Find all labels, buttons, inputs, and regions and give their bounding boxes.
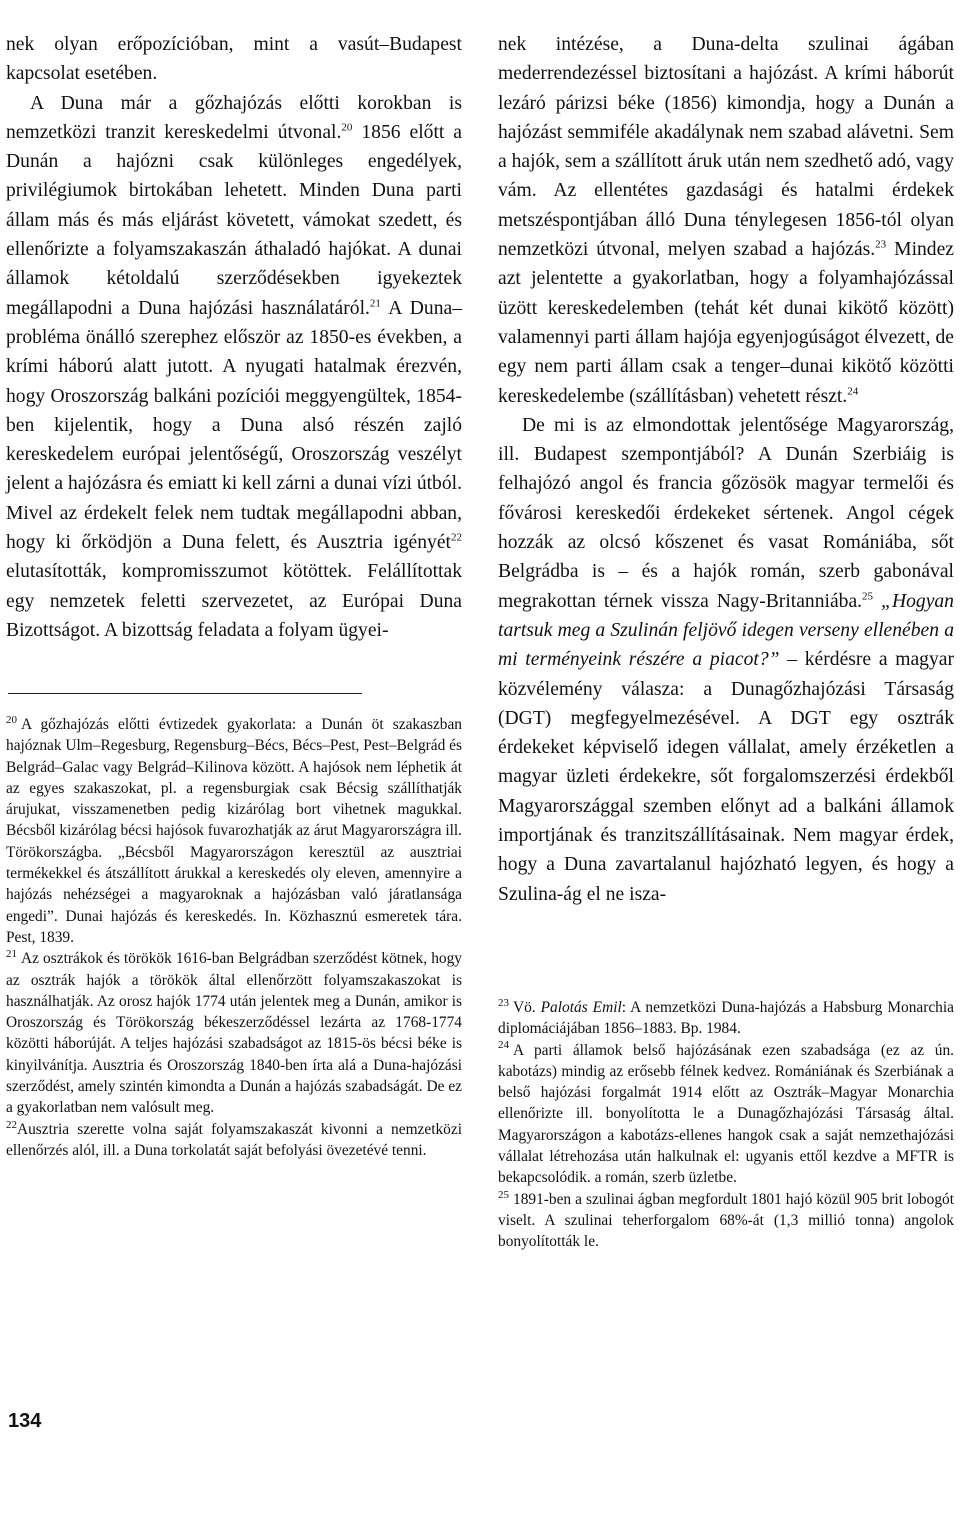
footnote-reference: 22 [451, 531, 462, 544]
footnote [6, 1119, 462, 1162]
text-run: A parti államok belső hajózásának ezen szabadsága (ez az ún. kabotázs) mindig az erősebb félnek kedvez. Romániának és Szerbiának a belső hajózási forgalmát 1914 előtt az Osztrák–Magyar Monarchia ellenőrizte ill. bonyolította le a Dunagőzhajózási Társaság által. Magyarországon a kabotázs-ellenes hangok csak a saját nemzethajózási vállalat létrehozása után halkulnak el: ugyanis ettől kezdve a MFTR is bekapcsolódik. a román, szerb üzletbe. [498, 1041, 954, 1187]
footnote [498, 997, 954, 1040]
right-footnotes [498, 997, 954, 1253]
footnote [498, 1189, 954, 1253]
footnote-reference: 23 [875, 238, 887, 251]
text-run: Vö. [513, 999, 541, 1016]
text-run: De mi is az elmondottak jelentősége Magyarország, ill. Budapest szempontjából? A Dunán Szerbiáig is felhajózó angol és francia gőzösök magyar termelői és fővárosi kereskedői érdekeket sértenek. Angol cégek hozzák az olcsó kőszenet és vasat Romániába, sőt Belgrádba is – és a hajók román, szerb gabonával megrakottan térnek vissza Nagy-Britanniába. [498, 414, 954, 612]
paragraph [498, 411, 954, 909]
footnote-number: 22 [6, 1118, 17, 1131]
footnote-number: 24 [498, 1039, 509, 1052]
footnote-reference: 20 [341, 121, 353, 134]
text-run: nek intézése, a Duna-delta szulinai ágában mederrendezéssel biztosítani a hajózást. A krími háborút lezáró párizsi béke (1856) kimondja, hogy a Dunán a hajózást semmiféle akadálynak nem szabad alávetni. Sem a hajók, sem a szállított áruk után nem szedhető adó, vagy vám. Az ellentétes gazdasági és hatalmi érdekek metszéspontjában álló Duna ténylegesen 1856-tól olyan nemzetközi útvonal, melyen szabad a hajózás. [498, 34, 954, 261]
right-body-text [498, 30, 954, 909]
paragraph [6, 89, 462, 646]
text-run: nek olyan erőpozícióban, mint a vasút–Budapest kapcsolat esetében. [6, 34, 462, 85]
text-run: elutasították, kompromisszumot kötöttek. Felállítottak egy nemzetek feletti szervezetet, az Európai Duna Bizottságot. A bizottság feladata a folyam ügyei- [6, 561, 462, 641]
footnote-reference: 25 [862, 590, 874, 603]
footnote-rule [8, 693, 362, 694]
text-run: A Duna–probléma önálló szerephez először az 1850-es években, a krími háború alatt jutott. A nyugati hatalmak érezvén, hogy Oroszország balkáni pozíciói meggyengültek, 1854-ben kijelentik, hogy a Duna alsó részén zajló kereskedelem európai jelentőségű, Oroszország veszélyt jelent a hajózásra és emiatt ki kell zárni a dunai vízi útból. Mivel az érdekelt felek nem tudtak megállapodni abban, hogy ki őrködjön a Duna felett, és Ausztria igényét [6, 297, 462, 554]
text-run: 1856 előtt a Dunán a hajózni csak különleges engedélyek, privilégiumok birtokában lehetett. Minden Duna parti állam más és más eljárást követett, vámokat szedett, és ellenőrizte a folyamszakaszán áthaladó hajókat. A dunai államok kétoldalú szerződésekben igyekeztek megállapodni a Duna hajózási használatáról. [6, 121, 462, 319]
text-run: 1891-ben a szulinai ágban megfordult 1801 hajó közül 905 brit lobogót viselt. A szulinai teherforgalom 68%-át (1,3 millió tonna) angolok bonyolították le. [498, 1190, 954, 1251]
right-column [498, 30, 954, 909]
left-column [6, 30, 462, 645]
footnote [6, 948, 462, 1118]
text-run: Az osztrákok és törökök 1616-ban Belgrádban szerződést kötnek, hogy az osztrák hajók a törökök által ellenőrzött folyamszakaszokat is használhatják. Az orosz hajók 1774 után jelentek meg a Dunán, amikor is Oroszország és Törökország békeszerződéssel lezárta az 1768-1774 közötti háborúját. A teljes hajózási szabadságot az 1815-ös bécsi béke is kinyilvánítja. Ausztria és Oroszország 1840-ben írta alá a Duna-hajózási szerződést, amely szintén kimondta a Dunán a hajózás szabadságát. De ez a gyakorlatban nem valósult meg. [6, 950, 462, 1117]
left-footnotes [6, 714, 462, 1161]
page-number: 134 [8, 1410, 42, 1432]
footnote-number: 25 [498, 1188, 509, 1201]
footnote-reference: 21 [369, 297, 381, 310]
italic-text: Palotás Emil [540, 999, 622, 1016]
text-run: A Duna már a gőzhajózás előtti korokban is nemzetközi tranzit kereskedelmi útvonal. [6, 92, 462, 143]
footnote-number: 23 [498, 996, 509, 1009]
footnote-number: 20 [6, 713, 17, 726]
paragraph [498, 30, 954, 411]
italic-text: „Hogyan tartsuk meg a Szulinán feljövő idegen verseny ellenében a mi terményeink részére a piacot?” [498, 590, 954, 671]
footnote-number: 21 [6, 948, 17, 961]
footnote-reference: 24 [847, 385, 859, 398]
left-body-text [6, 30, 462, 645]
paragraph [6, 30, 462, 89]
footnote [6, 714, 462, 948]
text-run: Ausztria szerette volna saját folyamszakaszát kivonni a nemzetközi ellenőrzés alól, ill. a Duna torkolatát saját befolyási övezetévé tenni. [6, 1120, 462, 1159]
text-run: : A nemzetközi Duna-hajózás a Habsburg Monarchia diplomáciájában 1856–1883. Bp. 1984. [498, 999, 954, 1038]
text-run: – kérdésre a magyar közvélemény válasza: a Dunagőzhajózási Társaság (DGT) megfegyelmezésével. A DGT egy osztrák érdekeket képviselő idegen vállalat, amely érzéketlen a magyar üzleti érdekekre, sőt forgalomszerzési érdekből Magyarországgal szemben előnyt ad a balkáni államok importjának és tranzitszállításainak. Nem magyar érdek, hogy a Duna zavartalanul hajózható legyen, és hogy a Szulina-ág el ne isza- [498, 649, 954, 905]
footnote [498, 1040, 954, 1189]
text-run: Mindez azt jelentette a gyakorlatban, hogy a folyamhajózással üzött kereskedelemben (tehát két dunai kikötő között) valamennyi parti állam hajója egyenjogúságot élvezett, de egy nem parti állam csak a tenger–dunai kikötő közötti kereskedelembe (szállításban) vehetett részt. [498, 239, 954, 407]
text-run [873, 591, 881, 612]
text-run: A gőzhajózás előtti évtizedek gyakorlata: a Dunán öt szakaszban hajóznak Ulm–Regesburg, Regensburg–Bécs, Bécs–Pest, Pest–Belgrád és Belgrád–Galac vagy Belgrád–Kilinova között. A hajósok nem léphetik át az egyes szakaszokat, pl. a regensburgiak csak Bécsig szállíthatják árujukat, visszamenetben pedig kizárólag bort vihetnek magukkal. Bécsből kizárólag bécsi hajósok fuvarozhatják az árut Magyarországra ill. Törökországba. „Bécsből Magyarországon keresztül az ausztriai termékekkel és átszállított árukkal a kereskedés oly eleven, amennyire a hajózás nehézségei a magyaroknak a hajózásban való járatlansága engedi”. Dunai hajózás és kereskedés. In. Közhasznú esmeretek tára. Pest, 1839. [6, 716, 462, 946]
